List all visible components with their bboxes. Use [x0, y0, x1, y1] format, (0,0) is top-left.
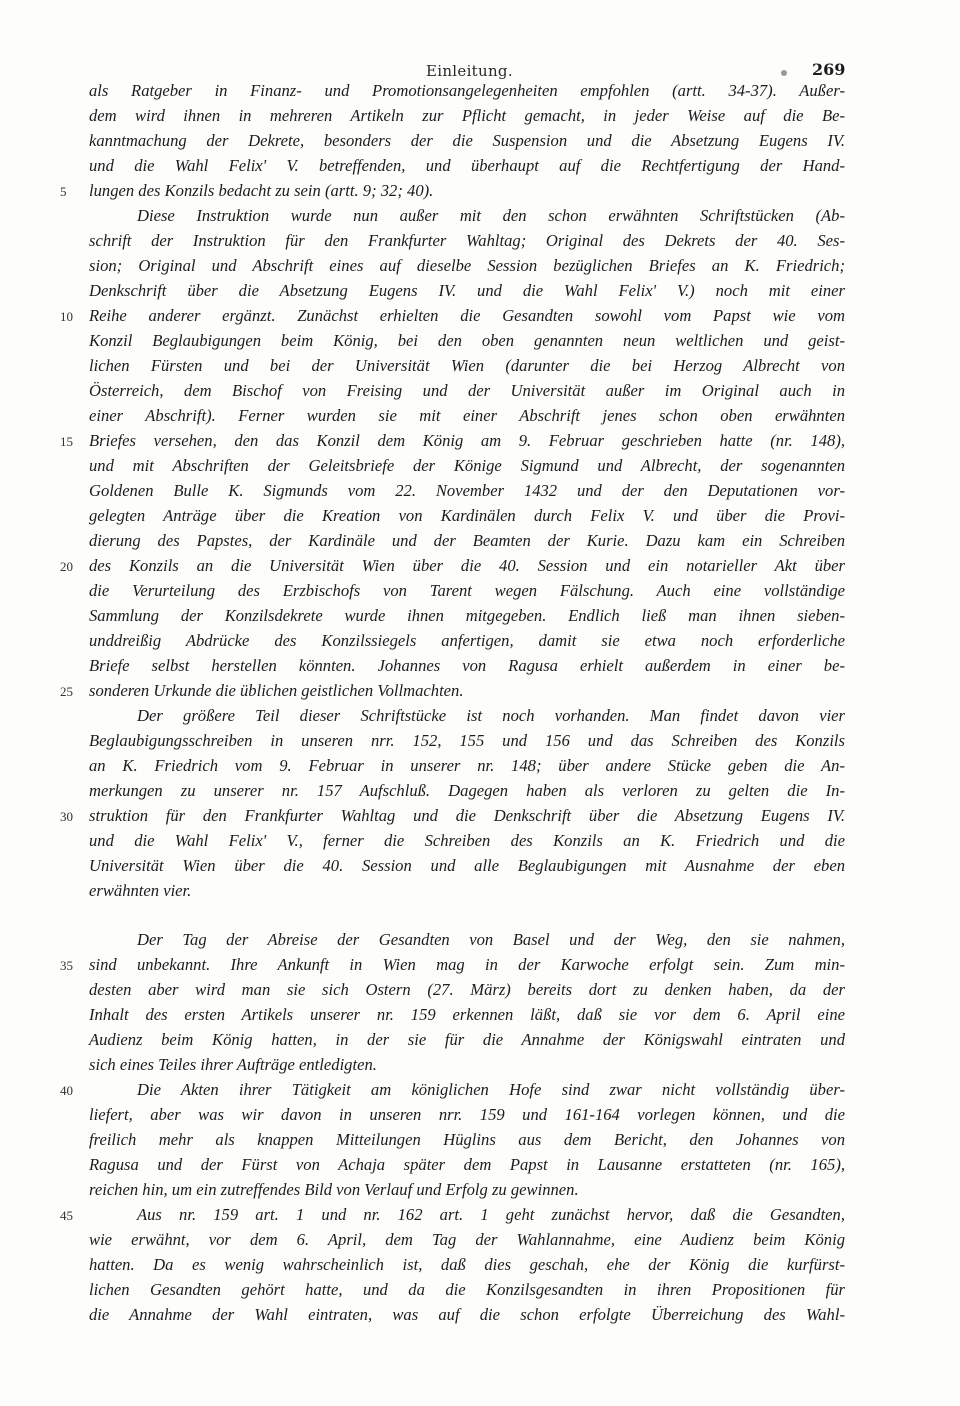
line-number: 45	[60, 1208, 73, 1223]
text-line: Die Akten ihrer Tätigkeit am königlichen Hofe sind zwar nicht vollständig über-	[137, 1080, 845, 1099]
text-line: sonderen Urkunde die üblichen geistlichen Vollmachten.	[89, 681, 464, 700]
text-line: reichen hin, um ein zutreffendes Bild von Verlauf und Erfolg zu gewinnen.	[89, 1180, 579, 1199]
text-line: struktion für den Frankfurter Wahltag und die Denkschrift über die Absetzung Eugens IV.	[89, 806, 845, 825]
text-line: Goldenen Bulle K. Sigmunds vom 22. November 1432 und der den Deputationen vor-	[89, 481, 845, 500]
text-line: Briefes versehen, den das Konzil dem König am 9. Februar geschrieben hatte (nr. 148),	[89, 431, 845, 450]
text-line: einer Abschrift). Ferner wurden sie mit einer Abschrift jenes schon oben erwähnten	[89, 406, 845, 425]
text-line: Reihe anderer ergänzt. Zunächst erhielten die Gesandten sowohl vom Papst wie vom	[89, 306, 845, 325]
page-number: 269	[812, 60, 846, 79]
text-line: als Ratgeber in Finanz- und Promotionsangelegenheiten empfohlen (artt. 34-37). Außer-	[89, 81, 845, 100]
line-number: 30	[60, 809, 73, 824]
text-line: Denkschrift über die Absetzung Eugens IV. und die Wahl Felix' V.) noch mit einer	[89, 281, 845, 300]
text-line: Briefe selbst herstellen könnten. Johannes von Ragusa erhielt außerdem in einer be-	[89, 656, 845, 675]
text-line: lungen des Konzils bedacht zu sein (artt. 9; 32; 40).	[89, 181, 434, 200]
text-line: sind unbekannt. Ihre Ankunft in Wien mag in der Karwoche erfolgt sein. Zum min-	[89, 955, 845, 974]
text-line: freilich mehr als knappen Mitteilungen Hüglins aus dem Bericht, den Johannes von	[89, 1130, 845, 1149]
text-line: Universität Wien über die 40. Session und alle Beglaubigungen mit Ausnahme der eben	[89, 856, 845, 875]
text-line: Aus nr. 159 art. 1 und nr. 162 art. 1 geht zunächst hervor, daß die Gesandten,	[137, 1205, 845, 1224]
line-number: 20	[60, 559, 73, 574]
text-line: die Annahme der Wahl eintraten, was auf die schon erfolgte Überreichung des Wahl-	[89, 1305, 845, 1324]
text-line: Ragusa und der Fürst von Achaja später dem Papst in Lausanne erstatteten (nr. 165),	[89, 1155, 845, 1174]
text-line: Diese Instruktion wurde nun außer mit den schon erwähnten Schriftstücken (Ab-	[137, 206, 845, 225]
text-line: liefert, aber was wir davon in unseren nrr. 159 und 161-164 vorlegen können, und die	[89, 1105, 845, 1124]
line-number: 15	[60, 434, 73, 449]
text-line: und die Wahl Felix' V., ferner die Schreiben des Konzils an K. Friedrich und die	[89, 831, 845, 850]
text-line: und mit Abschriften der Geleitsbriefe der Könige Sigmund und Albrecht, der sogenannten	[89, 456, 845, 475]
text-line: kanntmachung der Dekrete, besonders der die Suspension und die Absetzung Eugens IV.	[89, 131, 845, 150]
line-number: 25	[60, 684, 73, 699]
text-line: Konzil Beglaubigungen beim König, bei den oben genannten neun weltlichen und geist-	[89, 331, 845, 350]
text-line: Der Tag der Abreise der Gesandten von Basel und der Weg, den sie nahmen,	[137, 930, 845, 949]
text-line: gelegten Anträge über die Kreation von Kardinälen durch Felix V. und über die Provi-	[89, 506, 845, 525]
ink-dot	[781, 70, 787, 76]
text-line: merkungen zu unserer nr. 157 Aufschluß. Dagegen haben als verloren zu gelten die In-	[89, 781, 845, 800]
text-line: wie erwähnt, vor dem 6. April, dem Tag der Wahlannahme, eine Audienz beim König	[89, 1230, 845, 1249]
text-line: Österreich, dem Bischof von Freising und der Universität außer im Original auch in	[89, 381, 845, 400]
line-number: 40	[60, 1083, 73, 1098]
line-number: 5	[60, 184, 67, 199]
text-line: Beglaubigungsschreiben in unseren nrr. 152, 155 und 156 und das Schreiben des Konzils	[89, 731, 845, 750]
text-line: Audienz beim König hatten, in der sie für die Annahme der Königswahl eintraten und	[89, 1030, 845, 1049]
text-line: unddreißig Abdrücke des Konzilssiegels anfertigen, damit sie etwa noch erforderliche	[89, 631, 845, 650]
text-line: dierung des Papstes, der Kardinäle und der Beamten der Kurie. Dazu kam ein Schreiben	[89, 531, 845, 550]
text-line: lichen Fürsten und bei der Universität Wien (darunter die bei Herzog Albrecht von	[89, 356, 845, 375]
text-line: lichen Gesandten gehört hatte, und da die Konzilsgesandten in ihren Propositionen für	[89, 1280, 845, 1299]
text-line: Sammlung der Konzilsdekrete wurde ihnen mitgegeben. Endlich ließ man ihnen sieben-	[89, 606, 845, 625]
line-number: 35	[60, 958, 73, 973]
line-number: 10	[60, 309, 73, 324]
text-line: sion; Original und Abschrift eines auf dieselbe Session bezüglichen Briefes an K. Friedrich;	[89, 256, 845, 275]
text-line: Der größere Teil dieser Schriftstücke ist noch vorhanden. Man findet davon vier	[137, 706, 845, 725]
text-line: erwähnten vier.	[89, 881, 192, 900]
text-line: hatten. Da es wenig wahrscheinlich ist, daß dies geschah, ehe der König die kurfürst-	[89, 1255, 845, 1274]
text-line: an K. Friedrich vom 9. Februar in unserer nr. 148; über andere Stücke geben die An-	[89, 756, 845, 775]
text-line: die Verurteilung des Erzbischofs von Tarent wegen Fälschung. Auch eine vollständige	[89, 581, 845, 600]
text-line: Inhalt des ersten Artikels unserer nr. 159 erkennen läßt, daß sie vor dem 6. April eine	[89, 1005, 845, 1024]
text-line: des Konzils an die Universität Wien über die 40. Session und ein notarieller Akt über	[89, 556, 845, 575]
running-header-title: Einleitung.	[426, 62, 513, 80]
text-line: und die Wahl Felix' V. betreffenden, und überhaupt auf die Rechtfertigung der Hand-	[89, 156, 845, 175]
text-line: schrift der Instruktion für den Frankfurter Wahltag; Original des Dekrets der 40. Ses-	[89, 231, 845, 250]
text-line: desten aber wird man sie sich Ostern (27. März) bereits dort zu denken haben, da der	[89, 980, 845, 999]
text-line: dem wird ihnen in mehreren Artikeln zur Pflicht gemacht, in jeder Weise auf die Be-	[89, 106, 845, 125]
text-line: sich eines Teiles ihrer Aufträge entledigten.	[89, 1055, 377, 1074]
